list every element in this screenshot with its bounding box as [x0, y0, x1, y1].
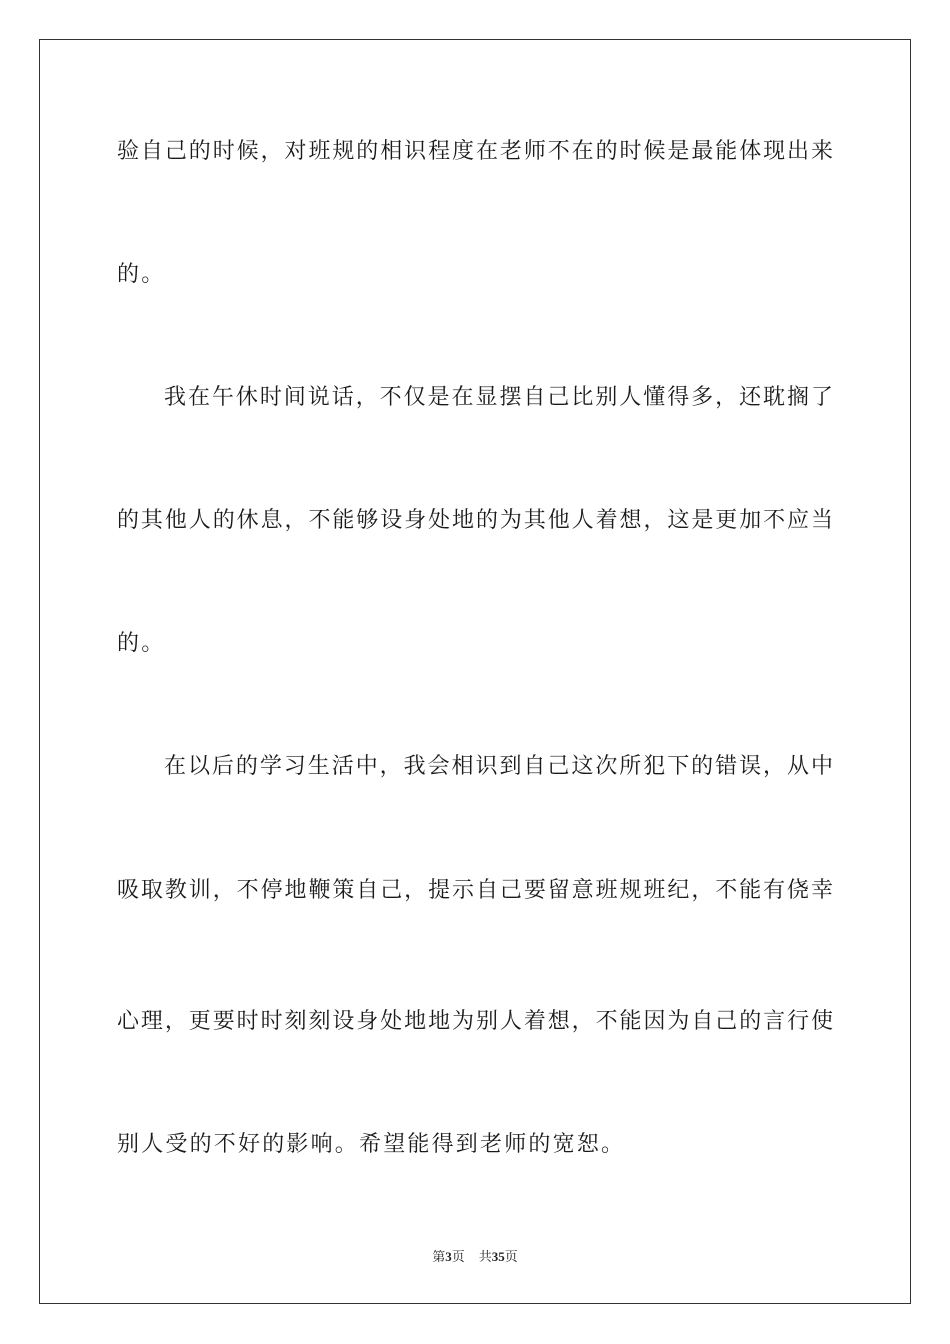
- page-footer: [0, 1248, 950, 1267]
- body-line-1: 验自己的时候，对班规的相识程度在老师不在的时候是最能体现出来: [117, 139, 833, 164]
- page-border: [39, 39, 911, 1304]
- body-line-7: 吸取教训，不停地鞭策自己，提示自己要留意班规班纪，不能有侥幸: [117, 878, 833, 903]
- body-line-9: 别人受的不好的影响。希望能得到老师的宽恕。: [117, 1132, 626, 1157]
- page-suffix: 页: [451, 1250, 465, 1265]
- page-prefix: 第: [432, 1250, 446, 1265]
- body-line-5: 的。: [117, 631, 166, 656]
- body-line-6: 在以后的学习生活中，我会相识到自己这次所犯下的错误，从中: [164, 754, 833, 779]
- total-prefix: 共: [478, 1250, 492, 1265]
- body-line-2: 的。: [117, 262, 166, 287]
- body-line-8: 心理，更要时时刻刻设身处地地为别人着想，不能因为自己的言行使: [117, 1009, 833, 1034]
- total-suffix: 页: [504, 1250, 518, 1265]
- page-number: 3: [445, 1249, 452, 1264]
- body-line-3: 我在午休时间说话，不仅是在显摆自己比别人懂得多，还耽搁了: [164, 385, 833, 410]
- body-line-4: 的其他人的休息，不能够设身处地的为其他人着想，这是更加不应当: [117, 508, 833, 533]
- total-pages: 35: [491, 1249, 505, 1264]
